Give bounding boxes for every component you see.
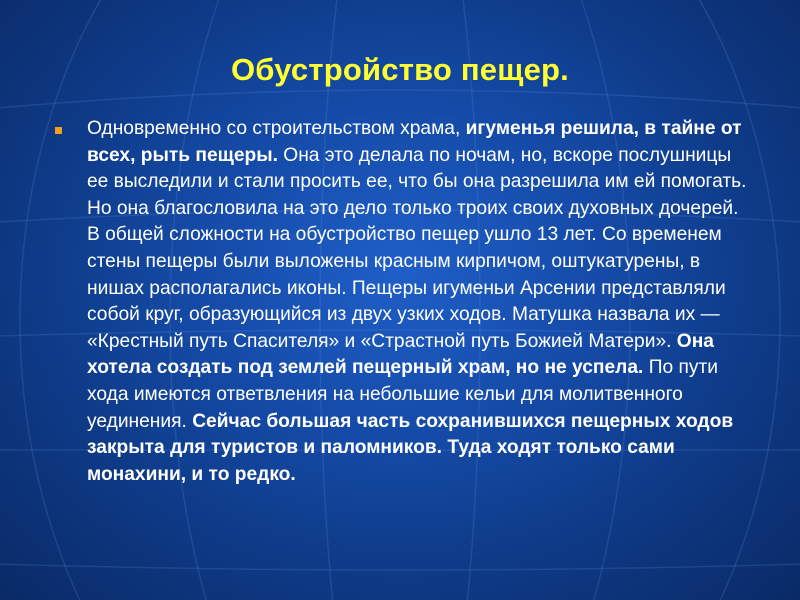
- text-run-bold: Она хотела создать под землей пещерный храм, но не успела.: [87, 330, 714, 379]
- text-run-bold: игуменья решила, в тайне от всех, рыть пещеры.: [87, 118, 742, 166]
- slide-title: Обустройство пещер.: [230, 52, 569, 87]
- square-bullet-icon: [55, 127, 62, 134]
- text-run: Одновременно со строительством храма,: [87, 118, 466, 139]
- text-run: Она это делала по ночам, но, вскоре послушницы ее выследили и стали просить ее, что бы она разрешила им ей помогать. Но она благословила на это дело только троих своих духовных дочерей. В общей сложности на обустройство пещер ушло 13 лет. Со временем стены пещеры были выложены красным кирпичом, оштукатурены, в нишах располагались иконы. Пещеры игуменьи Арсении представляли собой круг, образующийся из двух узких ходов. Матушка назвала их — «Крестный путь Спасителя» и «Страстной путь Божией Матери».: [87, 144, 747, 352]
- text-run: По пути хода имеются ответвления на небольшие кельи для молитвенного уединения.: [87, 357, 718, 432]
- text-run-bold: Сейчас большая часть сохранившихся пещерных ходов закрыта для туристов и паломников. Туда ходят только сами монахини, и то редко.: [87, 410, 734, 485]
- slide-body-paragraph: [87, 116, 747, 488]
